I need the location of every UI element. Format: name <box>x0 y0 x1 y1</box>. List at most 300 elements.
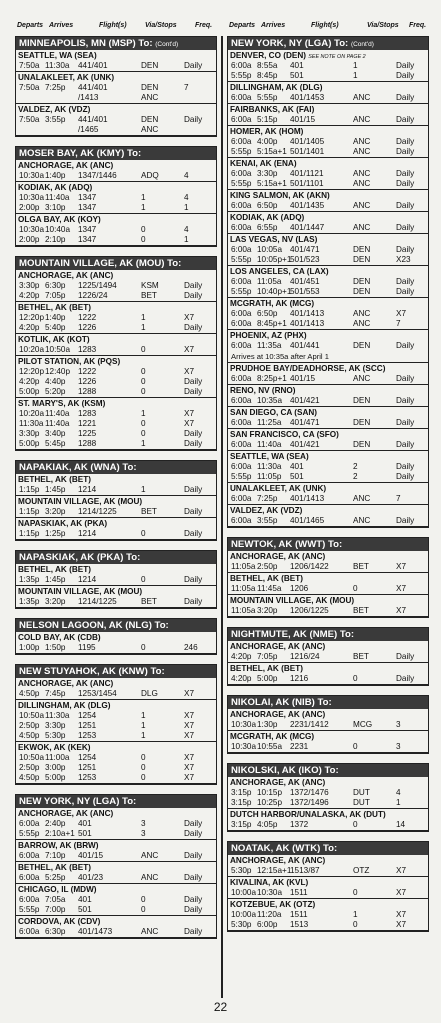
arrive-time: 6:50p <box>257 201 278 210</box>
destination-row <box>16 214 216 225</box>
flight-number: 401 <box>78 819 92 828</box>
destination-row <box>16 302 216 313</box>
flight-row <box>228 462 428 472</box>
destination-row <box>16 916 216 927</box>
flight-row <box>228 606 428 617</box>
arrive-time: 11:35a <box>257 341 282 350</box>
flight-row <box>228 374 428 385</box>
depart-time: 10:20a <box>19 345 45 354</box>
destination-row <box>228 126 428 137</box>
via-stops: DLG <box>141 689 158 698</box>
destination-row <box>16 334 216 345</box>
depart-time: 4:20p <box>231 652 252 661</box>
via-stops: ANC <box>353 179 371 188</box>
via-stops: DEN <box>353 245 371 254</box>
arrive-time: 1:45p <box>45 485 66 494</box>
frequency: 4 <box>184 193 189 202</box>
flight-number: 1253 <box>78 731 97 740</box>
arrive-time: 7:05p <box>45 291 66 300</box>
flight-number: 1206 <box>290 584 309 593</box>
depart-time: 6:00a <box>231 516 252 525</box>
arrive-time: 3:30p <box>45 721 66 730</box>
flight-number: 401/451 <box>290 277 320 286</box>
frequency: X7 <box>396 910 407 919</box>
destination-row <box>16 398 216 409</box>
arrive-time: 11:30a <box>45 711 70 720</box>
flight-row <box>16 115 216 125</box>
depart-time: 5:00p <box>19 439 40 448</box>
column-header-left <box>15 22 217 32</box>
via-stops: ANC <box>141 93 159 102</box>
section-header <box>228 628 428 641</box>
frequency: Daily <box>396 418 415 427</box>
flight-number: 1214/1225 <box>78 597 117 606</box>
via-stops: 0 <box>353 742 358 751</box>
arrive-time: 1:25p <box>45 529 66 538</box>
flight-number: 1225/1494 <box>78 281 117 290</box>
flight-number: 401/1405 <box>290 137 325 146</box>
flight-row <box>228 910 428 920</box>
via-stops: ANC <box>141 873 159 882</box>
depart-time: 6:00a <box>231 494 252 503</box>
depart-time: 4:20p <box>19 291 40 300</box>
frequency: Daily <box>396 93 415 102</box>
destination-row <box>228 50 428 61</box>
depart-time: 1:15p <box>19 529 40 538</box>
frequency: Daily <box>184 895 203 904</box>
depart-time: 10:50a <box>19 711 45 720</box>
schedule-column-right <box>227 36 429 941</box>
destination-name: KENAI, AK (ENA) <box>230 159 297 168</box>
frequency: X7 <box>184 313 195 322</box>
arrive-time: 2:10p <box>45 235 66 244</box>
depart-time: 4:50p <box>19 689 40 698</box>
via-stops: ANC <box>353 137 371 146</box>
depart-time: 1:00p <box>19 643 40 652</box>
arrive-time: 7:25p <box>257 494 278 503</box>
via-stops: BET <box>353 606 369 615</box>
destination-row <box>16 678 216 689</box>
flight-number: 1347 <box>78 203 97 212</box>
frequency: Daily <box>184 819 203 828</box>
flight-row <box>16 851 216 862</box>
header-arrives: Arrives <box>49 22 74 29</box>
frequency: Daily <box>396 287 415 296</box>
section-title: NEW YORK, NY (LGA) To: <box>19 796 137 807</box>
via-stops: DEN <box>141 61 159 70</box>
via-stops: ADQ <box>141 171 159 180</box>
via-stops: 0 <box>141 429 146 438</box>
frequency: X7 <box>396 866 407 875</box>
destination-row <box>228 777 428 788</box>
depart-time: 6:00a <box>19 927 40 936</box>
destination-row <box>16 160 216 171</box>
flight-row <box>16 93 216 104</box>
frequency: Daily <box>184 507 203 516</box>
flight-number: 401/15 <box>290 115 316 124</box>
frequency: Daily <box>396 223 415 232</box>
flight-row <box>16 689 216 700</box>
destination-row <box>228 551 428 562</box>
origin-section <box>15 550 217 609</box>
depart-time: 10:50a <box>19 753 45 762</box>
arrive-time: 10:05a <box>257 245 283 254</box>
destination-row <box>16 700 216 711</box>
frequency: Daily <box>396 277 415 286</box>
flight-row <box>228 287 428 298</box>
frequency: 246 <box>184 643 198 652</box>
flight-number: 1347 <box>78 193 97 202</box>
frequency: Daily <box>396 147 415 156</box>
depart-time: 7:50a <box>19 83 40 92</box>
destination-name: BETHEL, AK (BET) <box>18 475 91 484</box>
destination-row <box>228 330 428 341</box>
flight-row <box>16 819 216 829</box>
arrive-time: 11:40a <box>257 440 282 449</box>
arrive-time: 1:50p <box>45 643 66 652</box>
destination-row <box>16 808 216 819</box>
via-stops: DEN <box>353 396 371 405</box>
arrive-time: 11:40a <box>45 409 70 418</box>
destination-row <box>16 632 216 643</box>
frequency: X7 <box>184 419 195 428</box>
flight-row <box>228 516 428 527</box>
depart-time: 1:15p <box>19 485 40 494</box>
origin-section <box>227 36 429 528</box>
depart-time: 5:30p <box>231 920 252 929</box>
origin-section <box>227 627 429 686</box>
flight-row <box>228 788 428 798</box>
arrive-time: 5:15a+1 <box>257 147 287 156</box>
destination-name: MOUNTAIN VILLAGE, AK (MOU) <box>18 587 143 596</box>
frequency: Daily <box>396 652 415 661</box>
arrive-time: 7:10p <box>45 851 66 860</box>
arrive-time: 11:40a <box>45 193 70 202</box>
flight-number: 1214/1225 <box>78 507 117 516</box>
destination-name: KIVALINA, AK (KVL) <box>230 878 309 887</box>
frequency: Daily <box>184 387 203 396</box>
via-stops: DEN <box>353 255 371 264</box>
arrive-time: 5:55p <box>257 93 278 102</box>
frequency: Daily <box>396 472 415 481</box>
via-stops: 0 <box>353 888 358 897</box>
depart-time: 6:00a <box>19 819 40 828</box>
via-stops: 0 <box>141 529 146 538</box>
flight-row <box>228 201 428 212</box>
destination-name: ANCHORAGE, AK (ANC) <box>230 710 326 719</box>
arrive-time: 10:05p+1 <box>257 255 292 264</box>
depart-time: 6:00a <box>231 396 252 405</box>
flight-number: 401/471 <box>290 245 320 254</box>
arrive-time: 7:25p <box>45 83 66 92</box>
depart-time: 2:50p <box>19 763 40 772</box>
arrive-time: 7:05p <box>257 652 278 661</box>
flight-row <box>228 137 428 147</box>
flight-row <box>16 829 216 840</box>
frequency: Daily <box>184 291 203 300</box>
flight-number: 1214 <box>78 529 97 538</box>
arrive-time: 2:50p <box>257 562 278 571</box>
arrive-time: 4:40p <box>45 377 66 386</box>
via-stops: BET <box>353 652 369 661</box>
depart-time: 6:00a <box>231 93 252 102</box>
arrive-time: 11:40a <box>45 419 70 428</box>
arrive-time: 3:20p <box>45 507 66 516</box>
destination-name: BETHEL, AK (BET) <box>18 565 91 574</box>
arrive-time: 1:45p <box>45 575 66 584</box>
section-header <box>228 696 428 709</box>
flight-row <box>16 895 216 905</box>
origin-section <box>227 763 429 832</box>
header-departs: Departs <box>17 22 44 29</box>
flight-number: 501/553 <box>290 287 320 296</box>
flight-number: 441/401 <box>78 83 108 92</box>
arrive-time: 5:20p <box>45 387 66 396</box>
continued-label: (Cont'd) <box>350 41 374 48</box>
destination-name: MOUNTAIN VILLAGE, AK (MOU) <box>18 497 143 506</box>
destination-row <box>228 363 428 374</box>
destination-row <box>16 518 216 529</box>
via-stops: ANC <box>353 115 371 124</box>
flight-number: 1513/87 <box>290 866 320 875</box>
via-stops: 0 <box>141 377 146 386</box>
destination-row <box>228 104 428 115</box>
frequency: 4 <box>184 171 189 180</box>
flight-number: 1253 <box>78 773 97 782</box>
via-stops: 1 <box>141 731 146 740</box>
via-stops: 2 <box>353 472 358 481</box>
destination-name: MCGRATH, AK (MCG) <box>230 732 315 741</box>
destination-name: COLD BAY, AK (CDB) <box>18 633 101 642</box>
section-title: NOATAK, AK (WTK) To: <box>231 843 338 854</box>
frequency: Daily <box>184 323 203 332</box>
depart-time: 10:30a <box>231 742 257 751</box>
flight-row <box>228 494 428 505</box>
flight-number: 1347 <box>78 225 97 234</box>
section-header <box>16 461 216 474</box>
via-stops: DEN <box>353 277 371 286</box>
depart-time: 6:00a <box>19 895 40 904</box>
destination-row <box>228 190 428 201</box>
flight-number: 1216/24 <box>290 652 320 661</box>
origin-section <box>227 695 429 754</box>
section-header <box>16 551 216 564</box>
arrive-time: 1:40p <box>45 313 66 322</box>
flight-row <box>16 125 216 136</box>
destination-row <box>16 182 216 193</box>
frequency: Daily <box>396 341 415 350</box>
flight-number: 1254 <box>78 711 97 720</box>
arrive-time: 7:05a <box>45 895 66 904</box>
depart-time: 5:55p <box>231 71 252 80</box>
section-header <box>16 147 216 160</box>
flight-number: 401 <box>290 462 304 471</box>
section-title: NEW YORK, NY (LGA) To: <box>231 38 349 49</box>
flight-number: 401/1435 <box>290 201 325 210</box>
arrive-time: 6:30p <box>45 281 66 290</box>
section-header <box>16 665 216 678</box>
destination-name: SEATTLE, WA (SEA) <box>230 452 309 461</box>
flight-number: 401/1465 <box>290 516 325 525</box>
via-stops: 0 <box>353 674 358 683</box>
arrive-time: 5:00p <box>257 674 278 683</box>
flight-row <box>16 773 216 784</box>
arrive-time: 7:45p <box>45 689 66 698</box>
flight-number: 1216 <box>290 674 309 683</box>
flight-row <box>228 277 428 287</box>
flight-row <box>16 387 216 398</box>
via-stops: 0 <box>141 763 146 772</box>
flight-number: 401/15 <box>290 374 316 383</box>
flight-row <box>16 905 216 916</box>
flight-number: 1225 <box>78 429 97 438</box>
arrive-time: 12:15a+1 <box>257 866 292 875</box>
flight-row <box>228 920 428 931</box>
destination-row <box>228 234 428 245</box>
depart-time: 10:30a <box>19 225 45 234</box>
depart-time: 6:00a <box>231 309 252 318</box>
continued-label: (Cont'd) <box>155 41 179 48</box>
depart-time: 12:20p <box>19 367 45 376</box>
depart-time: 2:00p <box>19 235 40 244</box>
flight-row <box>228 562 428 573</box>
destination-row <box>16 742 216 753</box>
flight-row <box>228 319 428 330</box>
frequency: X7 <box>396 920 407 929</box>
depart-time: 4:50p <box>19 773 40 782</box>
flight-number: 401 <box>78 895 92 904</box>
flight-number: 401/1413 <box>290 309 325 318</box>
depart-time: 7:50a <box>19 115 40 124</box>
arrive-time: 10:40p+1 <box>257 287 292 296</box>
arrive-time: 11:30a <box>257 462 282 471</box>
destination-row <box>16 270 216 281</box>
flight-number: 1206/1422 <box>290 562 329 571</box>
depart-time: 6:00a <box>231 462 252 471</box>
flight-row <box>228 820 428 831</box>
arrive-time: 10:15p <box>257 788 283 797</box>
section-title: MOUNTAIN VILLAGE, AK (MOU) To: <box>19 258 182 269</box>
arrive-time: 5:45p <box>45 439 66 448</box>
destination-name: CHICAGO, IL (MDW) <box>18 885 97 894</box>
frequency: Daily <box>396 374 415 383</box>
flight-number: 1372/1496 <box>290 798 329 807</box>
page-number: 22 <box>213 1000 228 1014</box>
frequency: X7 <box>396 309 407 318</box>
flight-row <box>16 61 216 72</box>
flight-number: 1283 <box>78 345 97 354</box>
depart-time: 5:00p <box>19 387 40 396</box>
via-stops: 1 <box>353 910 358 919</box>
frequency: Daily <box>184 873 203 882</box>
origin-section <box>15 794 217 939</box>
flight-number: 501 <box>290 71 304 80</box>
destination-row <box>228 266 428 277</box>
arrive-time: 10:35a <box>257 396 283 405</box>
arrive-time: 6:30p <box>45 927 66 936</box>
depart-time: 5:55p <box>19 905 40 914</box>
depart-time: 1:35p <box>19 597 40 606</box>
flight-number: 401/15 <box>78 851 104 860</box>
section-header <box>16 37 216 50</box>
flight-number: 401/471 <box>290 418 320 427</box>
arrive-time: 6:55p <box>257 223 278 232</box>
depart-time: 2:50p <box>19 721 40 730</box>
flight-row <box>16 643 216 654</box>
arrive-time: 11:05a <box>257 277 282 286</box>
origin-section <box>227 841 429 932</box>
depart-time: 10:30a <box>19 171 45 180</box>
flight-number: 1372/1476 <box>290 788 329 797</box>
destination-name: DENVER, CO (DEN) <box>230 51 306 60</box>
arrive-time: 8:45p+1 <box>257 319 287 328</box>
frequency: X7 <box>396 562 407 571</box>
flight-number: 1288 <box>78 387 97 396</box>
flight-number: 1283 <box>78 409 97 418</box>
via-stops: 1 <box>141 485 146 494</box>
destination-row <box>228 595 428 606</box>
flight-row <box>16 323 216 334</box>
header-flights: Flight(s) <box>311 22 339 29</box>
flight-row <box>16 367 216 377</box>
frequency: Daily <box>396 71 415 80</box>
frequency: X7 <box>396 606 407 615</box>
depart-time: 6:00a <box>231 137 252 146</box>
destination-name: MCGRATH, AK (MCG) <box>230 299 315 308</box>
header-via: Via/Stops <box>367 22 399 29</box>
arrive-time: 3:20p <box>257 606 278 615</box>
depart-time: 6:00a <box>231 245 252 254</box>
destination-name: ANCHORAGE, AK (ANC) <box>18 161 114 170</box>
flight-number: 401/1447 <box>290 223 325 232</box>
via-stops: DEN <box>353 440 371 449</box>
flight-row <box>16 235 216 246</box>
arrive-time: 3:30p <box>257 169 278 178</box>
section-title: NIGHTMUTE, AK (NME) To: <box>231 629 355 640</box>
via-stops: ANC <box>353 309 371 318</box>
destination-name: NAPASKIAK, AK (PKA) <box>18 519 108 528</box>
flight-number: /1413 <box>78 93 99 102</box>
depart-time: 6:00a <box>231 277 252 286</box>
depart-time: 5:55p <box>231 147 252 156</box>
depart-time: 6:00a <box>231 223 252 232</box>
depart-time: 1:35p <box>19 575 40 584</box>
schedule-note: Arrives at 10:35a after April 1 <box>228 351 428 363</box>
header-departs: Departs <box>229 22 256 29</box>
frequency: Daily <box>396 245 415 254</box>
flight-row <box>16 429 216 439</box>
destination-row <box>228 451 428 462</box>
via-stops: 3 <box>141 829 146 838</box>
flight-row <box>228 245 428 255</box>
flight-row <box>16 193 216 203</box>
flight-number: 1511 <box>290 910 308 919</box>
destination-row <box>228 877 428 888</box>
arrive-time: 8:55a <box>257 61 278 70</box>
flight-row <box>228 255 428 266</box>
frequency: Daily <box>396 516 415 525</box>
depart-time: 4:20p <box>231 674 252 683</box>
flight-row <box>16 225 216 235</box>
arrive-time: 3:10p <box>45 203 66 212</box>
flight-row <box>228 866 428 877</box>
frequency: 3 <box>396 720 401 729</box>
destination-row <box>228 429 428 440</box>
destination-name: BETHEL, AK (BET) <box>230 574 303 583</box>
via-stops: ANC <box>353 169 371 178</box>
frequency: X7 <box>184 409 195 418</box>
flight-row <box>16 529 216 540</box>
